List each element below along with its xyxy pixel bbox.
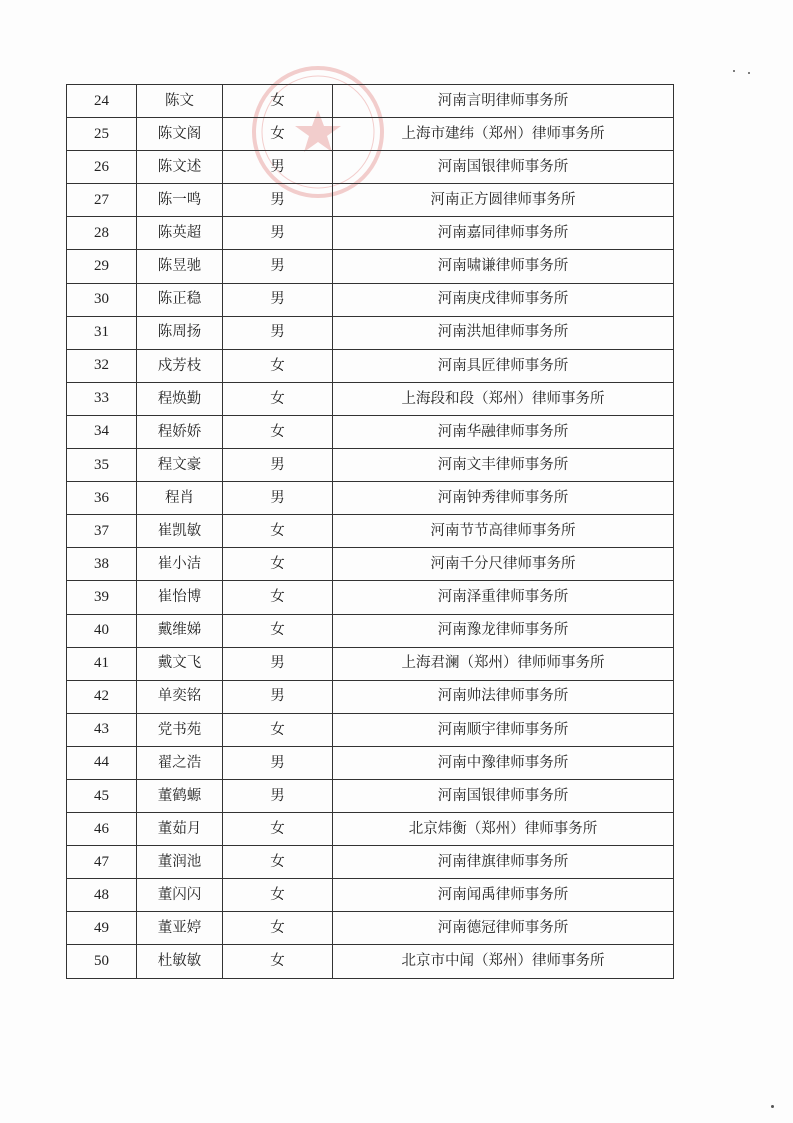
lawyer-roster-table (66, 84, 674, 979)
gender-cell: 女 (223, 912, 333, 945)
law-firm-cell: 北京市中闻（郑州）律师事务所 (333, 945, 674, 978)
gender-cell: 女 (223, 85, 333, 118)
name-cell: 董茹月 (137, 813, 223, 846)
table-row (67, 382, 674, 415)
table-row (67, 680, 674, 713)
name-cell: 程文豪 (137, 449, 223, 482)
name-cell: 单奕铭 (137, 680, 223, 713)
law-firm-cell: 河南中豫律师事务所 (333, 746, 674, 779)
law-firm-cell: 河南千分尺律师事务所 (333, 548, 674, 581)
name-cell: 崔小洁 (137, 548, 223, 581)
name-cell: 戍芳枝 (137, 349, 223, 382)
row-number-cell: 36 (67, 482, 137, 515)
gender-cell: 男 (223, 151, 333, 184)
law-firm-cell: 上海君澜（郑州）律师师事务所 (333, 647, 674, 680)
gender-cell: 女 (223, 846, 333, 879)
row-number-cell: 50 (67, 945, 137, 978)
law-firm-cell: 河南洪旭律师事务所 (333, 316, 674, 349)
law-firm-cell: 河南帅法律师事务所 (333, 680, 674, 713)
row-number-cell: 44 (67, 746, 137, 779)
table-row (67, 151, 674, 184)
gender-cell: 男 (223, 680, 333, 713)
gender-cell: 女 (223, 813, 333, 846)
row-number-cell: 49 (67, 912, 137, 945)
scan-speck (771, 1105, 774, 1108)
gender-cell: 男 (223, 482, 333, 515)
gender-cell: 男 (223, 184, 333, 217)
name-cell: 程娇娇 (137, 415, 223, 448)
row-number-cell: 34 (67, 415, 137, 448)
name-cell: 陈一鸣 (137, 184, 223, 217)
row-number-cell: 35 (67, 449, 137, 482)
law-firm-cell: 河南华融律师事务所 (333, 415, 674, 448)
table-row (67, 713, 674, 746)
name-cell: 陈文述 (137, 151, 223, 184)
table-row (67, 184, 674, 217)
law-firm-cell: 河南节节高律师事务所 (333, 515, 674, 548)
law-firm-cell: 河南国银律师事务所 (333, 151, 674, 184)
law-firm-cell: 河南啸谦律师事务所 (333, 250, 674, 283)
name-cell: 程焕勤 (137, 382, 223, 415)
table-row (67, 846, 674, 879)
row-number-cell: 32 (67, 349, 137, 382)
gender-cell: 男 (223, 316, 333, 349)
table-row (67, 647, 674, 680)
name-cell: 戴文飞 (137, 647, 223, 680)
name-cell: 董润池 (137, 846, 223, 879)
table-row (67, 217, 674, 250)
name-cell: 陈英超 (137, 217, 223, 250)
row-number-cell: 26 (67, 151, 137, 184)
row-number-cell: 48 (67, 879, 137, 912)
table-row (67, 515, 674, 548)
row-number-cell: 41 (67, 647, 137, 680)
scan-speck (733, 70, 735, 72)
name-cell: 陈文阁 (137, 118, 223, 151)
row-number-cell: 24 (67, 85, 137, 118)
gender-cell: 女 (223, 515, 333, 548)
name-cell: 杜敏敏 (137, 945, 223, 978)
table-row (67, 415, 674, 448)
table-row (67, 283, 674, 316)
row-number-cell: 38 (67, 548, 137, 581)
name-cell: 董亚婷 (137, 912, 223, 945)
law-firm-cell: 河南闻禹律师事务所 (333, 879, 674, 912)
gender-cell: 女 (223, 713, 333, 746)
table-row (67, 250, 674, 283)
name-cell: 党书苑 (137, 713, 223, 746)
law-firm-cell: 河南德冠律师事务所 (333, 912, 674, 945)
table-row (67, 349, 674, 382)
table-row (67, 614, 674, 647)
row-number-cell: 47 (67, 846, 137, 879)
row-number-cell: 31 (67, 316, 137, 349)
name-cell: 董闪闪 (137, 879, 223, 912)
table-row (67, 581, 674, 614)
law-firm-cell: 河南庚戌律师事务所 (333, 283, 674, 316)
law-firm-cell: 河南钟秀律师事务所 (333, 482, 674, 515)
table-row (67, 879, 674, 912)
gender-cell: 女 (223, 879, 333, 912)
gender-cell: 女 (223, 382, 333, 415)
row-number-cell: 37 (67, 515, 137, 548)
gender-cell: 男 (223, 449, 333, 482)
gender-cell: 男 (223, 746, 333, 779)
name-cell: 董鹤螈 (137, 779, 223, 812)
gender-cell: 女 (223, 548, 333, 581)
table-row (67, 779, 674, 812)
row-number-cell: 43 (67, 713, 137, 746)
gender-cell: 女 (223, 581, 333, 614)
gender-cell: 男 (223, 647, 333, 680)
row-number-cell: 25 (67, 118, 137, 151)
law-firm-cell: 河南言明律师事务所 (333, 85, 674, 118)
law-firm-cell: 上海段和段（郑州）律师事务所 (333, 382, 674, 415)
law-firm-cell: 河南具匠律师事务所 (333, 349, 674, 382)
gender-cell: 女 (223, 945, 333, 978)
law-firm-cell: 河南国银律师事务所 (333, 779, 674, 812)
table-row (67, 482, 674, 515)
row-number-cell: 42 (67, 680, 137, 713)
law-firm-cell: 河南嘉同律师事务所 (333, 217, 674, 250)
row-number-cell: 39 (67, 581, 137, 614)
scan-speck (748, 72, 750, 74)
table-row (67, 316, 674, 349)
law-firm-cell: 上海市建纬（郑州）律师事务所 (333, 118, 674, 151)
gender-cell: 男 (223, 283, 333, 316)
gender-cell: 女 (223, 415, 333, 448)
name-cell: 陈周扬 (137, 316, 223, 349)
row-number-cell: 29 (67, 250, 137, 283)
name-cell: 崔怡博 (137, 581, 223, 614)
gender-cell: 女 (223, 614, 333, 647)
table-row (67, 813, 674, 846)
name-cell: 陈正稳 (137, 283, 223, 316)
law-firm-cell: 河南豫龙律师事务所 (333, 614, 674, 647)
name-cell: 戴维娣 (137, 614, 223, 647)
law-firm-cell: 河南文丰律师事务所 (333, 449, 674, 482)
gender-cell: 男 (223, 779, 333, 812)
row-number-cell: 40 (67, 614, 137, 647)
roster-table-body (67, 85, 674, 979)
law-firm-cell: 河南律旗律师事务所 (333, 846, 674, 879)
law-firm-cell: 北京炜衡（郑州）律师事务所 (333, 813, 674, 846)
law-firm-cell: 河南正方圆律师事务所 (333, 184, 674, 217)
row-number-cell: 27 (67, 184, 137, 217)
table-row (67, 945, 674, 978)
name-cell: 陈文 (137, 85, 223, 118)
row-number-cell: 46 (67, 813, 137, 846)
gender-cell: 女 (223, 118, 333, 151)
name-cell: 翟之浩 (137, 746, 223, 779)
table-row (67, 746, 674, 779)
law-firm-cell: 河南顺宇律师事务所 (333, 713, 674, 746)
table-row (67, 85, 674, 118)
table-row (67, 548, 674, 581)
row-number-cell: 33 (67, 382, 137, 415)
table-row (67, 912, 674, 945)
gender-cell: 男 (223, 217, 333, 250)
row-number-cell: 45 (67, 779, 137, 812)
name-cell: 陈昱驰 (137, 250, 223, 283)
name-cell: 崔凯敏 (137, 515, 223, 548)
name-cell: 程肖 (137, 482, 223, 515)
table-row (67, 449, 674, 482)
gender-cell: 女 (223, 349, 333, 382)
row-number-cell: 28 (67, 217, 137, 250)
law-firm-cell: 河南泽重律师事务所 (333, 581, 674, 614)
gender-cell: 男 (223, 250, 333, 283)
table-row (67, 118, 674, 151)
row-number-cell: 30 (67, 283, 137, 316)
